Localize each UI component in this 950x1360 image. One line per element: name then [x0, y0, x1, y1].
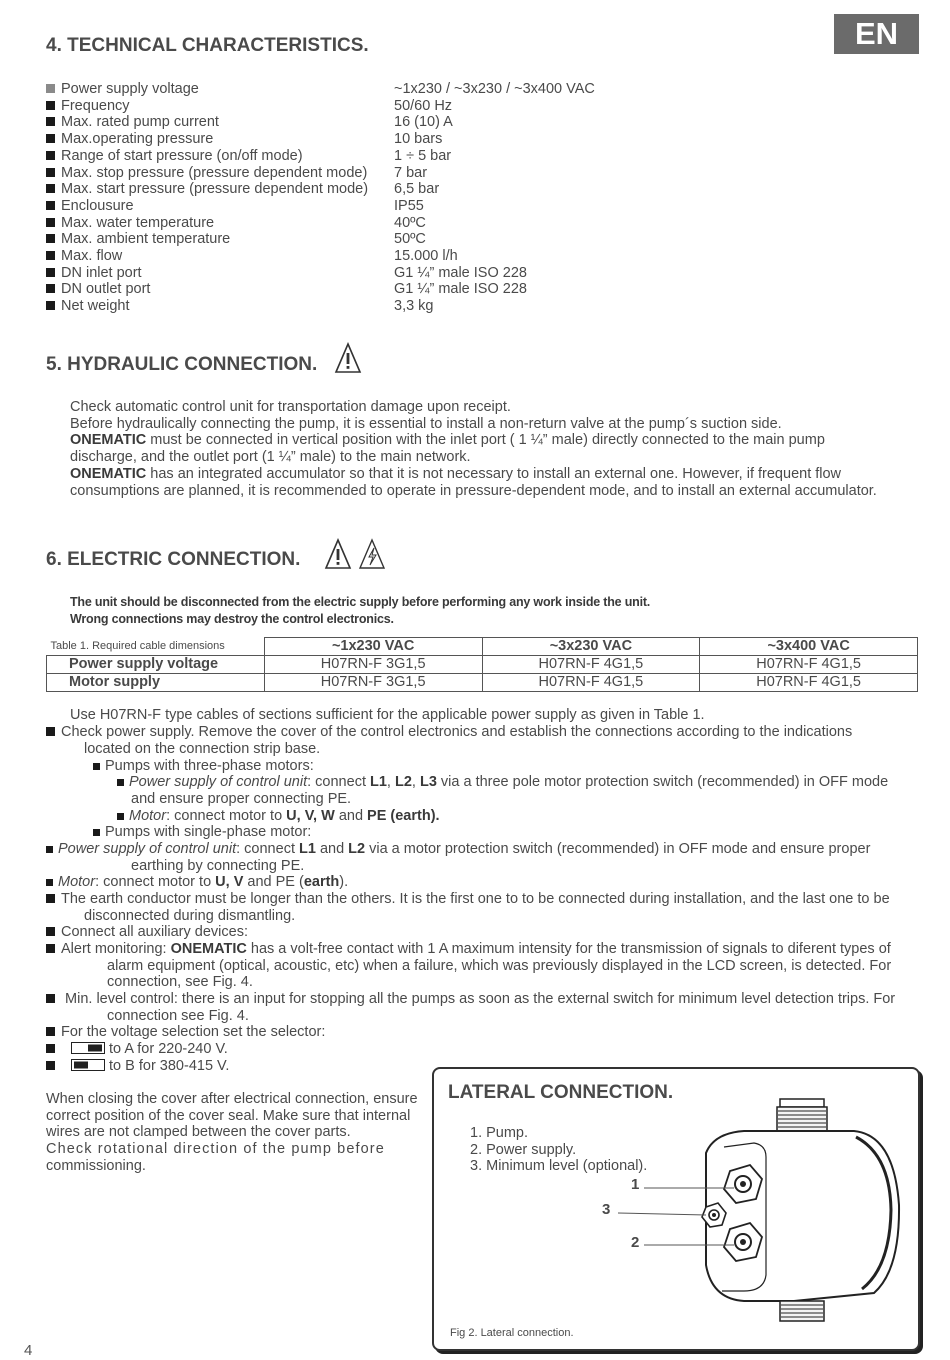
- spec-label: Max. flow: [61, 248, 123, 264]
- spec-row: [46, 281, 527, 298]
- spec-label: Net weight: [61, 298, 130, 315]
- lateral-connection-panel: [432, 1067, 920, 1351]
- list-item: 3. Minimum level (optional).: [470, 1158, 648, 1175]
- warning-icon: [324, 538, 352, 570]
- bullet-icon: [93, 829, 100, 836]
- spec-row: [46, 197, 424, 215]
- spec-value: 16 (10) A: [394, 114, 453, 131]
- table-header: ~1x230 VAC: [264, 638, 482, 656]
- closing-note: When closing the cover after electrical connection, ensure correct position of the cover seal. Make sure that internal wires are not clamped between the cover parts. Check rotational direction of the pump before commissioning.: [46, 1091, 418, 1174]
- bullet-icon: [117, 813, 124, 820]
- spec-row: [46, 248, 458, 265]
- device-diagram: [594, 1095, 914, 1345]
- spec-row: [46, 164, 428, 182]
- spec-row: [46, 81, 595, 98]
- callout-1: 1: [631, 1176, 640, 1193]
- selector-a-icon: [71, 1042, 105, 1054]
- table-row: [47, 674, 918, 692]
- bullet-icon: [117, 779, 124, 786]
- table-cell: H07RN-F 4G1,5: [482, 656, 700, 674]
- bullet-icon: [46, 184, 55, 193]
- table-cell: H07RN-F 4G1,5: [482, 674, 700, 692]
- spec-label: DN outlet port: [61, 281, 151, 298]
- spec-row: [46, 131, 443, 148]
- list-item: 1. Pump.: [470, 1125, 529, 1141]
- spec-value: G1 ¼” male ISO 228: [394, 264, 527, 281]
- table-header-row: [47, 638, 918, 656]
- bullet-icon: [46, 117, 55, 126]
- bullet-icon: [46, 268, 55, 277]
- spec-label: Range of start pressure (on/off mode): [61, 147, 303, 164]
- figure-caption: Fig 2. Lateral connection.: [450, 1327, 574, 1339]
- bullet-icon: [46, 894, 55, 903]
- electric-hazard-icon: [358, 538, 386, 570]
- table-header: ~3x230 VAC: [482, 638, 700, 656]
- bullet-icon: [46, 151, 55, 160]
- spec-row: [46, 214, 426, 232]
- spec-label: Max. stop pressure (pressure dependent mode): [61, 164, 368, 181]
- warning-icon: [334, 342, 362, 374]
- row-label: Motor supply: [47, 674, 265, 692]
- bullet-icon: [46, 84, 55, 93]
- spec-value: IP55: [394, 197, 424, 214]
- bullet-icon: [46, 101, 55, 110]
- selector-b-icon: [71, 1059, 105, 1071]
- spec-value: 15.000 l/h: [394, 248, 458, 264]
- spec-label: Max. rated pump current: [61, 114, 219, 131]
- section-6-title: 6. ELECTRIC CONNECTION.: [46, 549, 301, 570]
- spec-value: 3,3 kg: [394, 298, 434, 315]
- spec-value: 50/60 Hz: [394, 97, 453, 114]
- bullet-icon: [46, 994, 55, 1003]
- bullet-icon: [46, 284, 55, 293]
- spec-row: [46, 181, 440, 198]
- spec-label: Max. start pressure (pressure dependent mode): [61, 181, 369, 198]
- bullet-icon: [46, 1044, 55, 1053]
- row-label: Power supply voltage: [47, 656, 265, 674]
- spec-value: ~1x230 / ~3x230 / ~3x400 VAC: [394, 81, 595, 97]
- table-cell: H07RN-F 3G1,5: [264, 656, 482, 674]
- spec-value: G1 ¼” male ISO 228: [394, 281, 527, 298]
- bullet-icon: [46, 168, 55, 177]
- table-header: ~3x400 VAC: [700, 638, 918, 656]
- section-4-title: 4. TECHNICAL CHARACTERISTICS.: [46, 35, 369, 56]
- bullet-icon: [46, 727, 55, 736]
- spec-row: [46, 114, 453, 131]
- spec-value: 50ºC: [394, 231, 426, 248]
- spec-label: Max.operating pressure: [61, 131, 214, 148]
- bullet-icon: [46, 218, 55, 227]
- spec-value: 7 bar: [394, 164, 428, 181]
- bullet-icon: [93, 763, 100, 770]
- lateral-title: LATERAL CONNECTION.: [448, 1082, 674, 1103]
- bullet-icon: [46, 1027, 55, 1036]
- bullet-icon: [46, 134, 55, 143]
- table-caption: Table 1. Required cable dimensions: [47, 638, 265, 656]
- bullet-icon: [46, 251, 55, 260]
- bullet-icon: [46, 879, 53, 886]
- electric-warning: The unit should be disconnected from the electric supply before performing any work inside the unit. Wrong connections may destroy the control electronics.: [70, 595, 651, 626]
- spec-label: Frequency: [61, 97, 130, 114]
- page-number: 4: [24, 1342, 33, 1359]
- bullet-icon: [46, 201, 55, 210]
- section-5-title: 5. HYDRAULIC CONNECTION.: [46, 354, 318, 375]
- bullet-icon: [46, 1061, 55, 1070]
- bullet-icon: [46, 846, 53, 853]
- spec-label: Max. ambient temperature: [61, 231, 231, 248]
- spec-label: DN inlet port: [61, 264, 142, 281]
- spec-row: [46, 97, 453, 115]
- hydraulic-text: Check automatic control unit for transportation damage upon receipt. Before hydraulically connecting the pump, it is essential to install a non-return valve at the pump´s suction side. ONEMATIC must be connected in vertical position with the inlet port ( 1 ¼” male) directly connected to the main pump discharge, and the outlet port (1 ¼” male) to the main network. ONEMATIC has an integrated accumulator so that it is not necessary to install an external one. However, if frequent flow consumptions are planned, it is recommended to operate in pressure-dependent mode, and to install an external accumulator.: [70, 399, 877, 499]
- spec-row: [46, 264, 527, 282]
- callout-3: 3: [602, 1201, 611, 1218]
- spec-value: 10 bars: [394, 131, 443, 148]
- language-badge: EN: [834, 14, 919, 54]
- table-cell: H07RN-F 3G1,5: [264, 674, 482, 692]
- spec-label: Power supply voltage: [61, 81, 199, 97]
- spec-row: [46, 147, 452, 165]
- bullet-icon: [46, 234, 55, 243]
- cable-dimensions-table: [46, 637, 918, 692]
- spec-value: 1 ÷ 5 bar: [394, 147, 452, 164]
- callout-2: 2: [631, 1234, 640, 1251]
- spec-label: Enclousure: [61, 197, 134, 214]
- spec-label: Max. water temperature: [61, 214, 215, 231]
- bullet-icon: [46, 944, 55, 953]
- bullet-icon: [46, 301, 55, 310]
- spec-value: 40ºC: [394, 214, 426, 231]
- table-cell: H07RN-F 4G1,5: [700, 674, 918, 692]
- table-cell: H07RN-F 4G1,5: [700, 656, 918, 674]
- list-item: 2. Power supply.: [470, 1141, 577, 1158]
- table-row: [47, 656, 918, 674]
- spec-row: [46, 231, 426, 248]
- bullet-icon: [46, 927, 55, 936]
- spec-value: 6,5 bar: [394, 181, 440, 198]
- spec-row: [46, 298, 434, 315]
